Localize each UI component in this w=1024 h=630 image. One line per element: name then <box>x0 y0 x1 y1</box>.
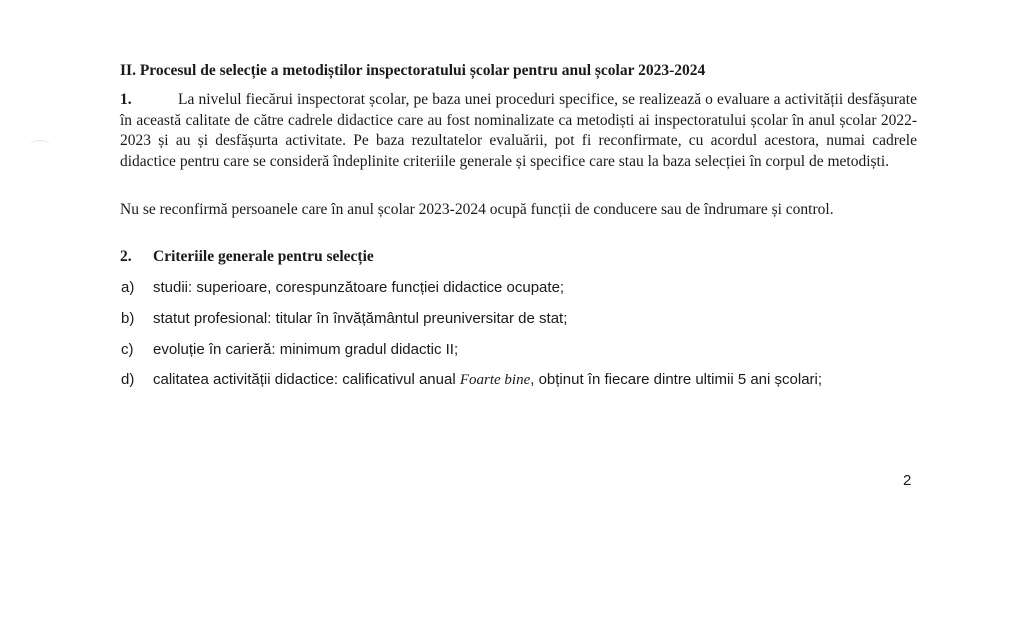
section-2-number: 2. <box>120 248 132 265</box>
section-1-paragraph <box>120 90 917 172</box>
section-2-title: Criteriile generale pentru selecție <box>153 248 374 265</box>
section-1-text: La nivelul fiecărui inspectorat școlar, pe baza unei proceduri specifice, se realizează o evaluare a activității desfășurate în această calitate de către cadrele didactice care au fost nominalizate ca metodiști ai inspectoratului școlar în anul școlar 2022-2023 și au și desfășurta activitate. Pe baza rezultatelor evaluării, pot fi reconfirmate, cu acordul acestora, numai cadrele didactice pentru care se consideră îndeplinite criteriile generale și specifice care stau la baza selecției în corpul de metodiști. <box>120 91 917 170</box>
list-item-text: statut profesional: titular în învățământul preuniversitar de stat; <box>153 310 568 327</box>
section-1-number: 1. <box>120 91 132 108</box>
list-item-b <box>121 309 918 330</box>
list-item-letter: c) <box>121 341 134 358</box>
list-item-text: evoluție în carieră: minimum gradul didactic II; <box>153 341 459 358</box>
list-item-d <box>121 370 918 391</box>
list-item-letter: a) <box>121 279 135 296</box>
page-number: 2 <box>903 472 912 489</box>
list-item-letter: b) <box>121 310 135 327</box>
list-item-emphasis: Foarte bine <box>459 372 531 388</box>
list-item-letter: d) <box>121 371 135 388</box>
list-item-text: studii: superioare, corespunzătoare funcției didactice ocupate; <box>153 279 565 296</box>
section-2-heading <box>120 248 374 266</box>
section-1-note: Nu se reconfirmă persoanele care în anul școlar 2023-2024 ocupă funcții de conducere sau de îndrumare și control. <box>120 201 834 218</box>
list-item-text <box>153 370 918 391</box>
list-item-text-part: calitatea activității didactice: calificativul anual <box>153 371 460 388</box>
list-item-text-part: , obținut în fiecare dintre ultimii 5 ani școlari; <box>530 371 823 388</box>
scan-artifact <box>30 140 50 151</box>
list-item-c <box>121 340 918 361</box>
list-item-a <box>121 278 918 299</box>
section-heading: II. Procesul de selecție a metodiștilor inspectoratului școlar pentru anul școlar 2023-2024 <box>120 62 706 79</box>
